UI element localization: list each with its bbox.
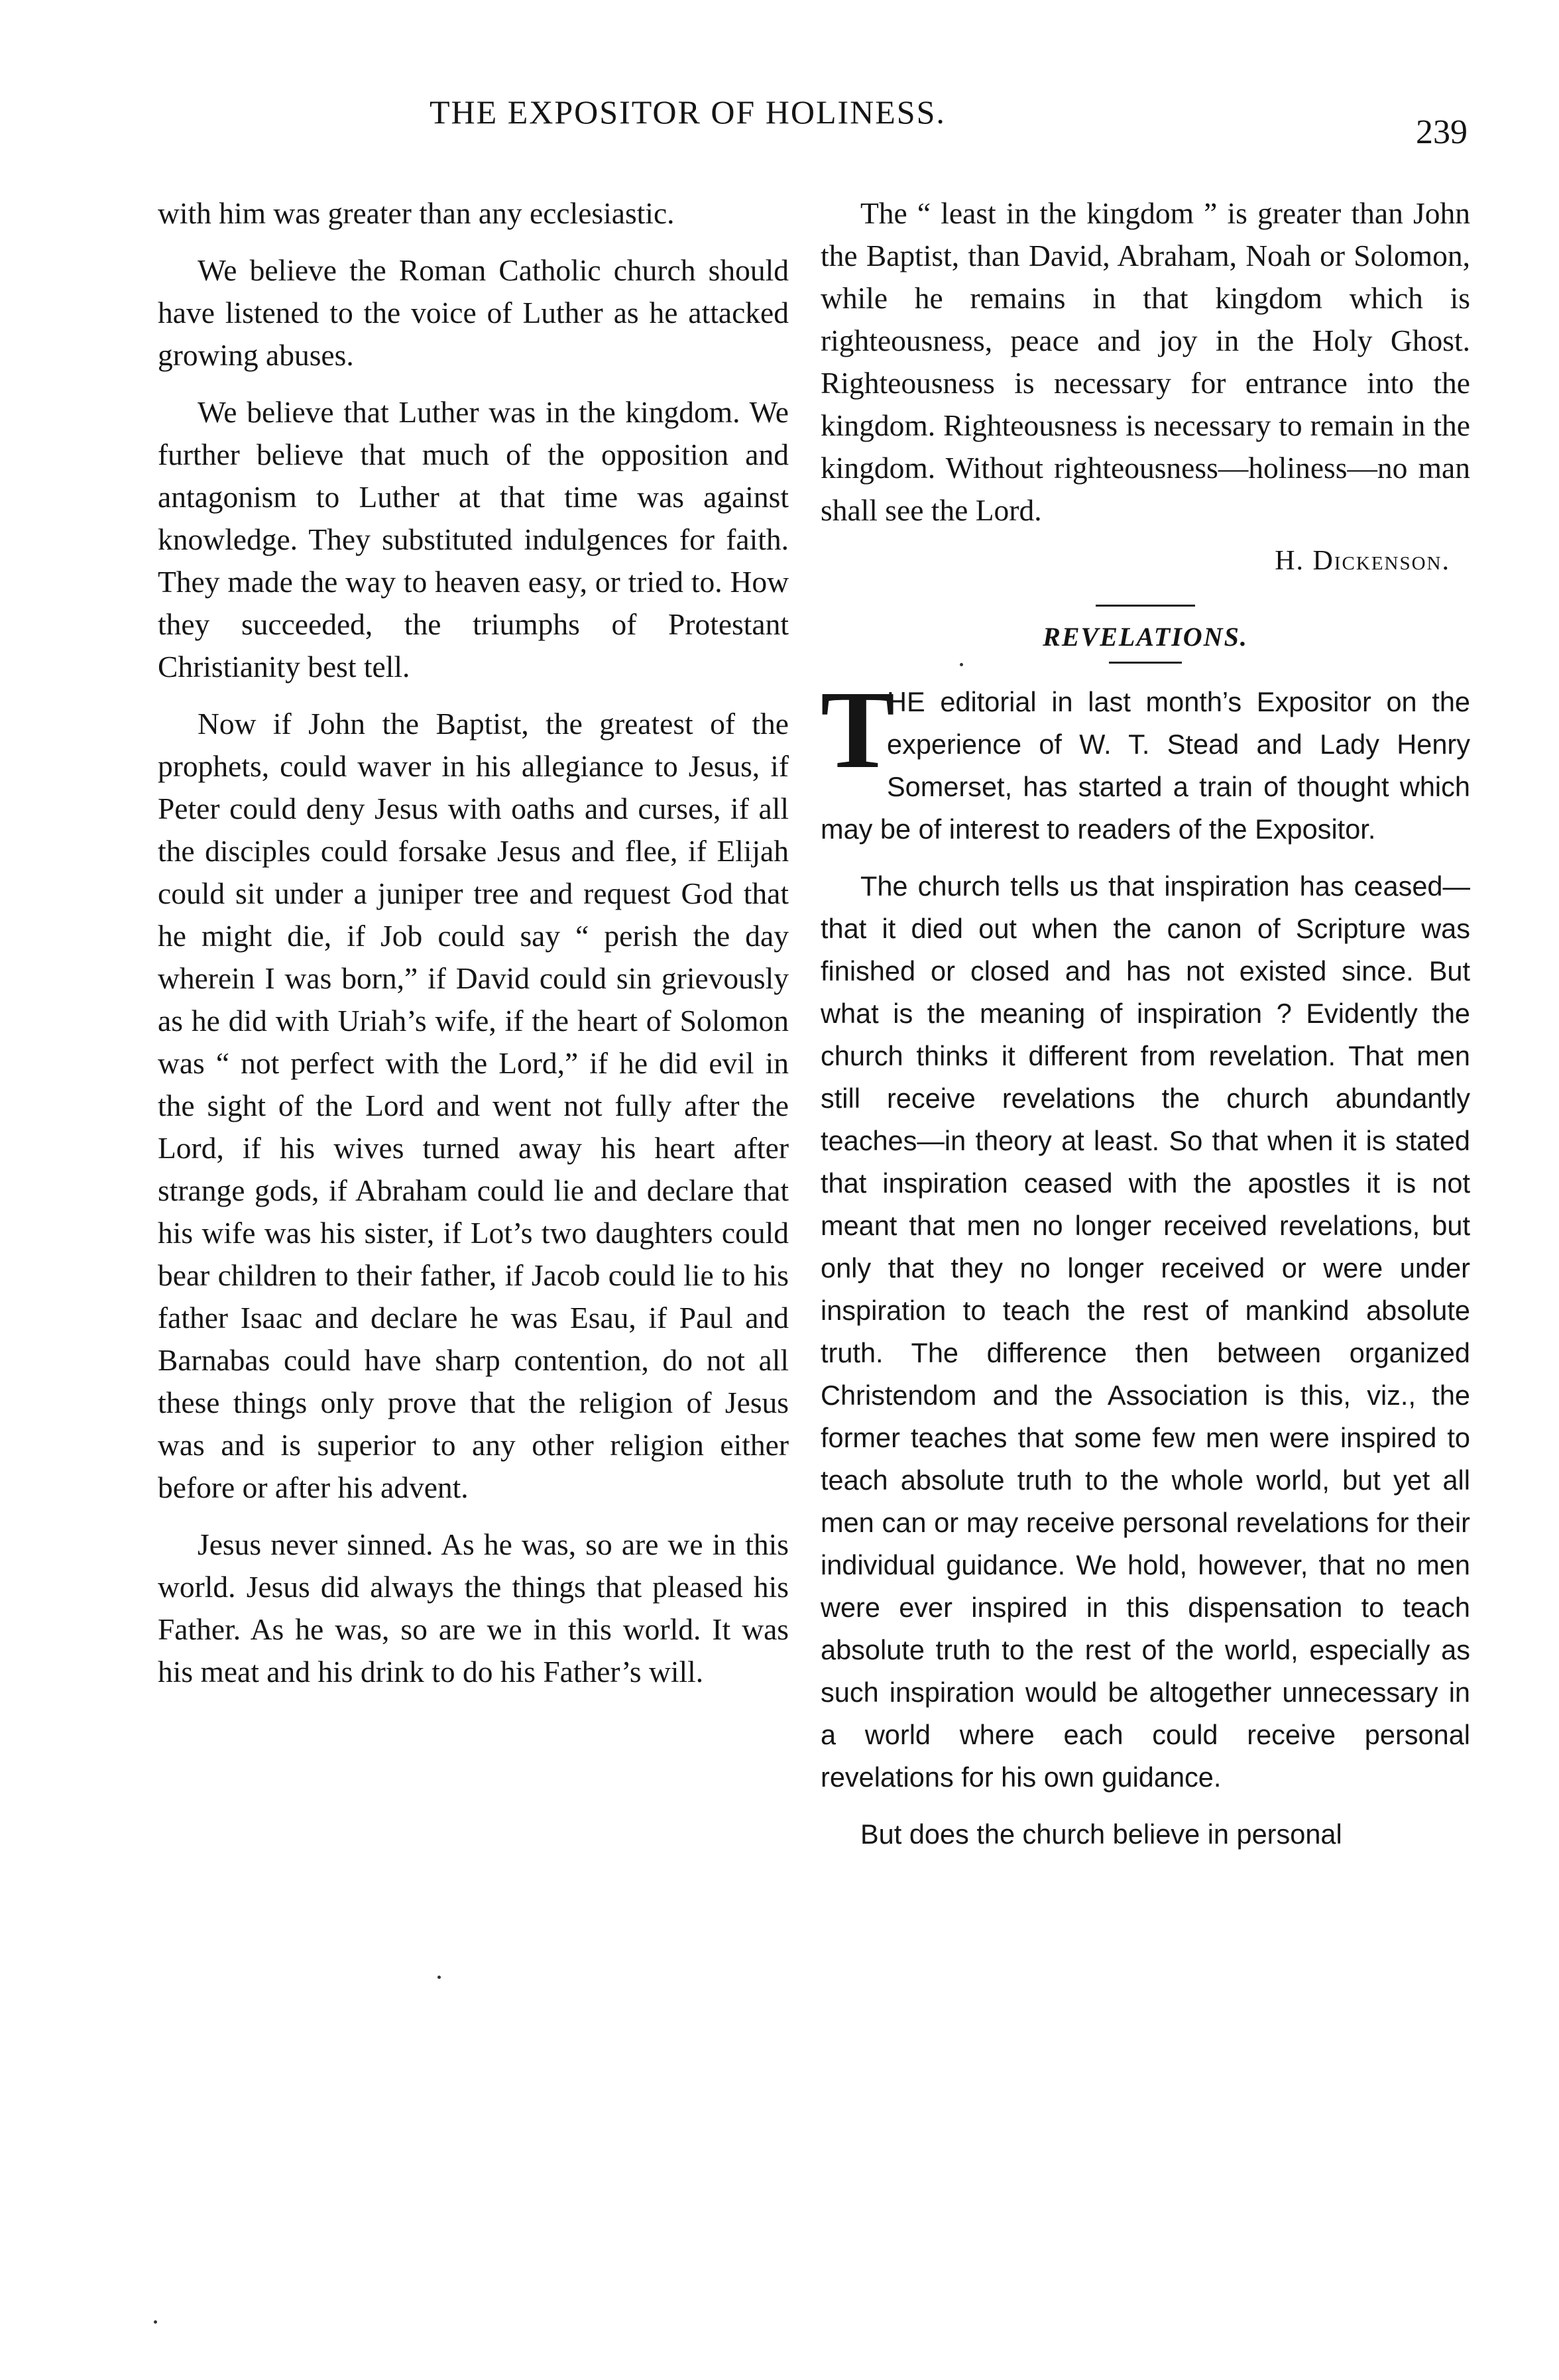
paragraph: The church tells us that inspiration has ceased—that it died out when the canon of Scripture was finished or closed and has not existed since. But what is the meaning of inspiration ? Evidently the church thinks it different from revelation. That men still receive revelations the church abundantly teaches—in theory at least. So that when it is stated that inspiration ceased with the apostles it is not meant that men no longer received revelations, but only that they no longer received or were under inspiration to teach the rest of mankind absolute truth. The difference then between organized Christendom and the Association is this, viz., the former teaches that some few men were inspired to teach absolute truth to the whole world, but yet all men can or may receive personal revelations for their individual guidance. We hold, however, that no men were ever inspired in this dispensation to teach absolute truth to the rest of the world, especially as such inspiration would be altogether unnecessary in a world where each could receive personal revelations for his own guidance. (821, 870, 1470, 1793)
paragraph: But does the church believe in personal (860, 1818, 1342, 1850)
paragraph: We believe the Roman Catholic church should have listened to the voice of Luther as he attacked growing abuses. (158, 253, 789, 372)
left-column (158, 192, 789, 1708)
author-signature: H. Dickenson. (1275, 546, 1450, 576)
print-speck (154, 2320, 157, 2324)
title-underline (1109, 662, 1182, 664)
section-divider (1096, 605, 1195, 607)
paragraph: We believe that Luther was in the kingdom. We further believe that much of the opposition and antagonism to Luther at that time was against knowledge. They substituted indulgences for faith. They made the way to heaven easy, or tried to. How they succeeded, the triumphs of Protestant Christianity best tell. (158, 395, 789, 684)
print-speck (960, 663, 963, 666)
paragraph: Jesus never sinned. As he was, so are we in this world. Jesus did always the things that pleased his Father. As he was, so are we in this world. It was his meat and his drink to do his Father’s will. (158, 1527, 789, 1689)
page-number: 239 (1416, 113, 1468, 151)
drop-cap: T (821, 668, 895, 792)
running-title: THE EXPOSITOR OF HOLINESS. (430, 93, 946, 131)
print-speck (437, 1976, 441, 1979)
paragraph: Now if John the Baptist, the greatest of the prophets, could waver in his allegiance to Jesus, if Peter could deny Jesus with oaths and curses, if all the disciples could forsake Jesus and flee, if Elijah could sit under a juniper tree and request God that he might die, if Job could say “ perish the day wherein I was born,” if David could sin grievously as he did with Uriah’s wife, if the heart of Solomon was “ not perfect with the Lord,” if he did evil in the sight of the Lord and went not fully after the Lord, if his wives turned away his heart after strange gods, if Abraham could lie and declare that his wife was his sister, if Lot’s two daughters could bear children to their father, if Jacob could lie to his father Isaac and declare he was Esau, if Paul and Barnabas could have sharp contention, do not all these things only prove that the religion of Jesus was and is superior to any other religion either before or after his advent. (158, 707, 789, 1504)
paragraph: with him was greater than any ecclesiastic. (158, 196, 675, 230)
lead-paragraph (821, 668, 1470, 851)
paragraph: The “ least in the kingdom ” is greater than John the Baptist, than David, Abraham, Noah or Solomon, while he remains in that kingdom which is righteousness, peace and joy in the Holy Ghost. Righteousness is necessary for entrance into the kingdom. Righteousness is necessary to remain in the kingdom. Without righteousness—holiness—no man shall see the Lord. (821, 196, 1470, 527)
section-title: REVELATIONS. (1043, 622, 1248, 652)
right-column (821, 192, 1470, 1870)
lead-paragraph-text: HE editorial in last month’s Expositor on the experience of W. T. Stead and Lady Henry Somerset, has started a train of thought which may be of interest to readers of the Expositor. (821, 686, 1470, 845)
